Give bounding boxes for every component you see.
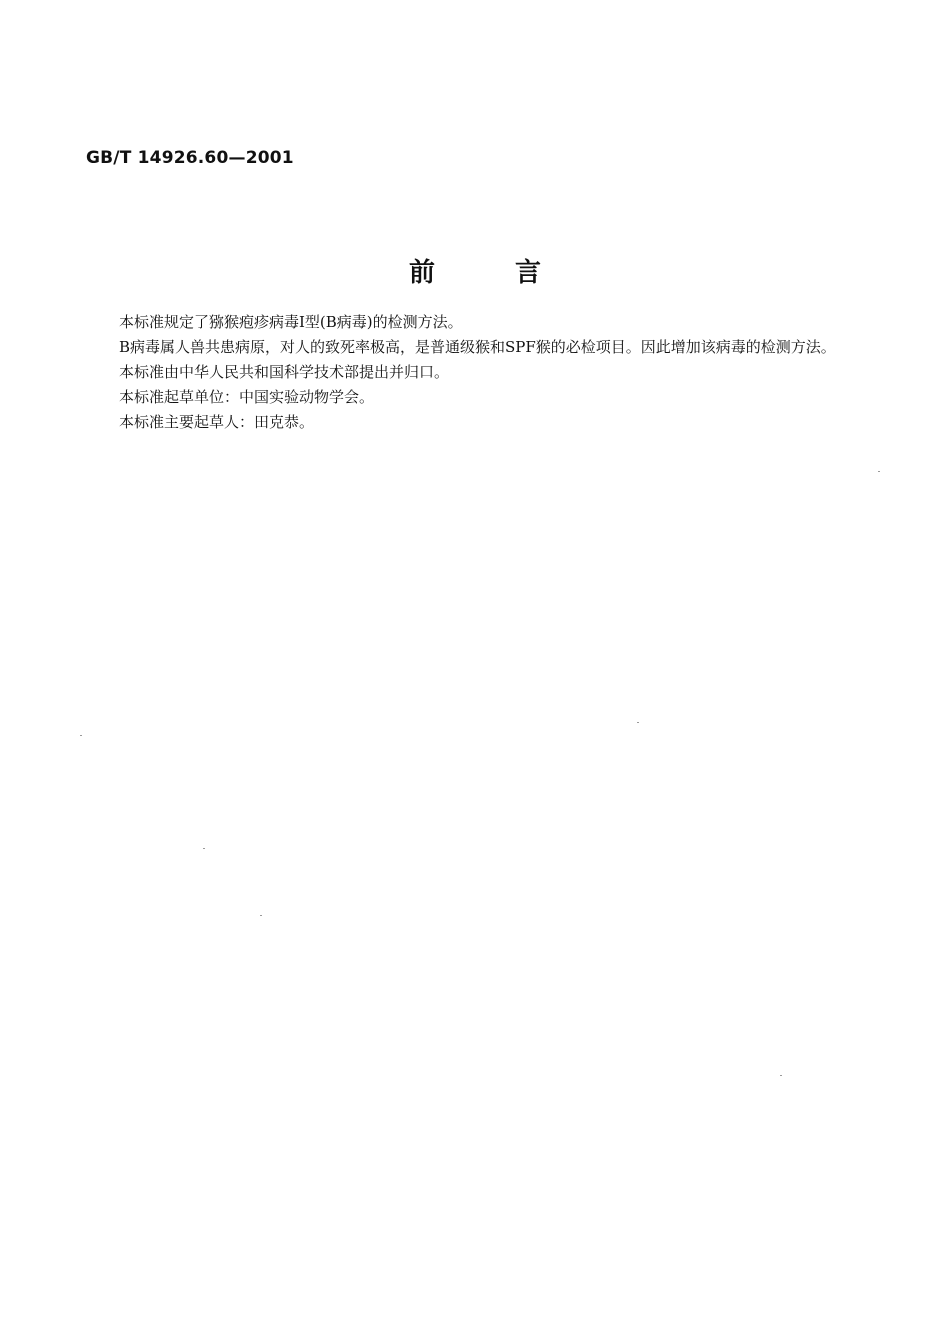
- paragraph-proposer: 本标准由中华人民共和国科学技术部提出并归口。: [119, 363, 450, 381]
- standard-number: GB/T 14926.60—2001: [86, 148, 294, 168]
- scan-speck: [80, 735, 82, 736]
- title-char-1: 前: [408, 258, 435, 288]
- page-title: [0, 252, 950, 289]
- scan-speck: [260, 915, 262, 916]
- scan-speck: [878, 471, 880, 472]
- scan-speck: [780, 1075, 782, 1076]
- paragraph-scope: 本标准规定了猕猴疱疹病毒Ⅰ型(B病毒)的检测方法。: [119, 313, 463, 331]
- paragraph-drafting-unit: 本标准起草单位：中国实验动物学会。: [119, 388, 375, 406]
- paragraph-rationale: B病毒属人兽共患病原，对人的致死率极高，是普通级猴和SPF猴的必检项目。因此增加该病毒的检测方法。: [119, 338, 836, 356]
- scan-speck: [637, 722, 639, 723]
- scan-speck: [203, 848, 205, 849]
- paragraph-drafters: 本标准主要起草人：田克恭。: [119, 413, 315, 431]
- title-char-2: 言: [515, 258, 542, 288]
- foreword-body: [86, 310, 896, 435]
